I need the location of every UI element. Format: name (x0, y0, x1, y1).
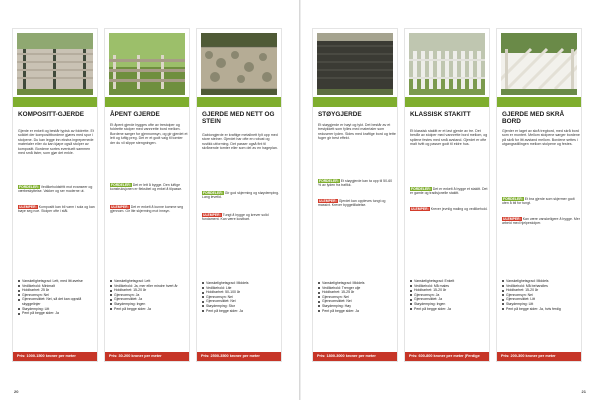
spec-item: Gjennomsiktet: Nei, så det kan oppstå skyggelinjer (18, 297, 96, 306)
spec-item: Støydemping: Litt (18, 307, 96, 312)
column-nett-stein (196, 28, 282, 362)
disadvantages-text: Tungt å bygge og krever solid fundament. Kan være kostbart. (202, 213, 269, 222)
spec-item: Støydemping: Høy (318, 304, 396, 309)
column-title: STØYGJERDE (318, 111, 362, 118)
intro-text: Et støygjerde er høyt og tykt. Det består av et trestykkett som fylles med materialer som reduserer lyden. Sides med kraftige bord og tette fuger gir best effekt. (318, 123, 396, 141)
spec-item: Gjennomsyn: Ja (410, 293, 488, 298)
advantages (110, 183, 188, 192)
spec-item: Gjennomsyn: Nei (318, 295, 396, 300)
advantages (18, 185, 96, 194)
green-band (313, 97, 397, 107)
spec-item: Vedlikehold: Må males (410, 284, 488, 289)
disadvantages-label: ULEMPER: (319, 199, 337, 203)
spec-item: Holdbarhet: 15-20 år (110, 288, 188, 293)
spec-item: Støydemping: Ingen (110, 302, 188, 307)
spec-item: Støydemping: Stor (202, 304, 280, 309)
price-bar: Pris: 600-800 kroner per meter (Ferdige moduler) (405, 352, 489, 361)
spec-list (202, 281, 280, 313)
column-kompositt (12, 28, 98, 362)
spec-list (318, 281, 396, 313)
page-number-left: 20 (14, 389, 19, 394)
spec-item: Vedlikehold: Minimalt (18, 284, 96, 289)
column-title: ÅPENT GJERDE (110, 111, 160, 118)
spec-list (18, 279, 96, 316)
disadvantages-text: Det er enkelt å kunne komme seg gjennom. Gir lite skjerming mot innsyn. (110, 205, 184, 214)
spec-item: Holdbarhet: 15-20 år (410, 288, 488, 293)
intro-text: Gabiongjerde er kraftige metallnett fylt opp med store steiner. Gjerdet har ofte en robust og rustikk utforming. Det passer også fint til skrånende tomter eller som del av en hageplan. (202, 133, 278, 151)
spec-item: Gjennomsyn: Ja (110, 293, 188, 298)
column-stakitt (404, 28, 490, 367)
fence-photo (17, 33, 93, 95)
spec-item: Pent på begge sider: Ja (410, 307, 488, 312)
spec-item: Støydemping: Ingen (410, 302, 488, 307)
advantages-text: Et bra gjerde som skjermer godt uten å bli for tungt. (502, 197, 575, 206)
intro-text: Gjerder er laget av skrå tregbord, med skrå bord som er montert. Mellom stolpene sørger bordene på skrå for litt avstand mellom. Bordene settes i utgangsstillingen mellom stolpene og festes. (502, 129, 580, 147)
advantages-label: FORDELER: (203, 191, 223, 195)
intro-text: Gjerde er enkelt og består typisk av foldrette. Et solidet der komposittbordene gjøres med spor i stolpene. Du kan legge inn ekstra ingrepernede materialer eller du kan kjøpe også stolper av kompositt. Bordene sortes eventuelt sammen med små lister, som gjør det enkle. (18, 129, 94, 156)
fence-photo (109, 33, 185, 95)
spec-item: Vanskelighetsgrad: Enkelt (410, 279, 488, 284)
disadvantages (18, 205, 96, 214)
intro-text: Et klassisk stakitt er et lavt gjerde av tre. Det består av stolper med vannrette bord mellom, og spilene festes med små avstand. Gjerdet er ofte malt hvitt og passer godt til eldre hus. (410, 129, 488, 147)
column-title: GJERDE MED NETT OG STEIN (202, 111, 275, 125)
advantages-text: Det er lett å bygge. Den luftige konstruksjonen er fleksibel og enkel å tilpasse. (110, 183, 183, 192)
advantages (202, 191, 280, 200)
spec-item: Pent på begge sider: Ja (318, 309, 396, 314)
spec-list (110, 279, 188, 311)
disadvantages (110, 205, 188, 214)
intro-text: Et åpent gjerde bygges ofte av trestolper og foldrette stolper med vannrette bord mellom. Bordene sørger for gjennomsyn, og gir gjerdet et lett og luftig preg. Det er et godt valg til tomter der du vil slippe stengningen. (110, 123, 188, 145)
disadvantages-text: Kan være vanskeligere å bygge. Mer arbeid med hjelpestolper. (502, 217, 580, 226)
spec-item: Vedlikehold: Lite (202, 286, 280, 291)
spec-item: Holdbarhet: 15-25 år (318, 290, 396, 295)
column-title: KLASSISK STAKITT (410, 111, 471, 118)
green-band (497, 97, 581, 107)
column-stoy (312, 28, 398, 362)
fence-photo (317, 33, 393, 95)
spec-item: Holdbarhet: 15-20 år (502, 288, 580, 293)
disadvantages-label: ULEMPER: (111, 205, 129, 209)
fence-photo (501, 33, 577, 95)
spec-item: Vanskelighetsgrad: Lett (110, 279, 188, 284)
advantages (410, 187, 488, 196)
spec-item: Vanskelighetsgrad: Middels (502, 279, 580, 284)
spec-item: Gjennomsyn: Nei (202, 295, 280, 300)
advantages-label: FORDELER: (19, 185, 39, 189)
disadvantages (410, 207, 488, 211)
advantages (502, 197, 580, 206)
disadvantages (318, 199, 396, 208)
green-band (13, 97, 97, 107)
page-number-right: 21 (581, 389, 586, 394)
spec-item: Vedlikehold: Må behandles (502, 284, 580, 289)
spec-item: Vanskelighetsgrad: Middels (318, 281, 396, 286)
spec-item: Gjennomsyn: Nei (502, 293, 580, 298)
spec-item: Pent på begge sider: Ja, hvis ferdig (502, 307, 580, 312)
spec-item: Gjennomsiktet: Ja (110, 297, 188, 302)
spec-item: Vedlikehold: Ja, mer eller mindre hvert år (110, 284, 188, 289)
spec-list (410, 279, 488, 311)
column-title: KOMPOSITT-GJERDE (18, 111, 85, 118)
fence-photo (409, 33, 485, 95)
disadvantages-label: ULEMPER: (411, 207, 429, 211)
price-bar: Pris: 1000-1500 kroner per meter (13, 352, 97, 361)
price-bar: Pris: 200-300 kroner per meter (497, 352, 581, 361)
green-band (405, 97, 489, 107)
spec-item: Gjennomsiktet: Ja (410, 297, 488, 302)
spec-item: Vanskelighetsgrad: Middels (202, 281, 280, 286)
spec-item: Vanskelighetsgrad: Lett, med litt øvelse (18, 279, 96, 284)
disadvantages (202, 213, 280, 222)
advantages-label: FORDELER: (319, 179, 339, 183)
spec-item: Gjennomsiktet: Nei (318, 299, 396, 304)
spec-item: Holdbarhet: 25 år (18, 288, 96, 293)
spec-item: Gjennomsyn: Nei (18, 293, 96, 298)
spec-item: Gjennomsiktet: Litt (502, 297, 580, 302)
column-title: GJERDE MED SKRÅ BORD (502, 111, 565, 125)
price-bar: Pris: 1800-3000 kroner per meter (313, 352, 397, 361)
advantages-text: Et støygjerde kan ta opp til 50-60 % av lyden fra trafikk. (318, 179, 393, 188)
column-apent (104, 28, 190, 362)
spec-list (502, 279, 580, 311)
disadvantages-label: ULEMPER: (503, 217, 521, 221)
spec-item: Pent på begge sider: Ja (202, 309, 280, 314)
fence-photo (201, 33, 277, 95)
column-skra-bord (496, 28, 582, 362)
disadvantages-text: Krever jevnlig maling og vedlikehold. (430, 207, 488, 211)
green-band (197, 97, 281, 107)
disadvantages-text: Kompositt kan bli varm i sola og kan bøye seg noe. Stolper ofte i stål. (18, 205, 95, 214)
disadvantages (502, 217, 580, 226)
advantages-label: FORDELER: (411, 187, 431, 191)
spec-item: Holdbarhet: 50-100 år (202, 290, 280, 295)
advantages-text: Det er enkelt å bygge et stakitt. Det er gamle og tradisjonelle stakitt. (410, 187, 488, 196)
spec-item: Pent på begge sider: Ja (18, 311, 96, 316)
spec-item: Støydemping: Litt (502, 302, 580, 307)
advantages (318, 179, 396, 188)
page-gutter (299, 0, 301, 400)
spec-item: Vedlikehold: Trenger olje (318, 286, 396, 291)
disadvantages-label: ULEMPER: (19, 205, 37, 209)
price-bar: Pris: 30-200 kroner per meter (105, 352, 189, 361)
advantages-label: FORDELER: (111, 183, 131, 187)
spec-item: Pent på begge sider: Ja (110, 307, 188, 312)
advantages-label: FORDELER: (503, 197, 523, 201)
price-bar: Pris: 2500-3500 kroner per meter (197, 352, 281, 361)
disadvantages-text: Gjerdet kan oppleves tungt og massivt. Krever byggetillatelse. (318, 199, 386, 208)
spec-item: Gjennomsiktet: Nei (202, 299, 280, 304)
disadvantages-label: ULEMPER: (203, 213, 221, 217)
advantages-text: Vedlikeholdsfritt mot evanseer og værbeskyttelse. Vakker og ser moderne ut. (18, 185, 93, 194)
advantages-text: Gir god skjerming og støydemping. Lang levetid. (202, 191, 280, 200)
green-band (105, 97, 189, 107)
